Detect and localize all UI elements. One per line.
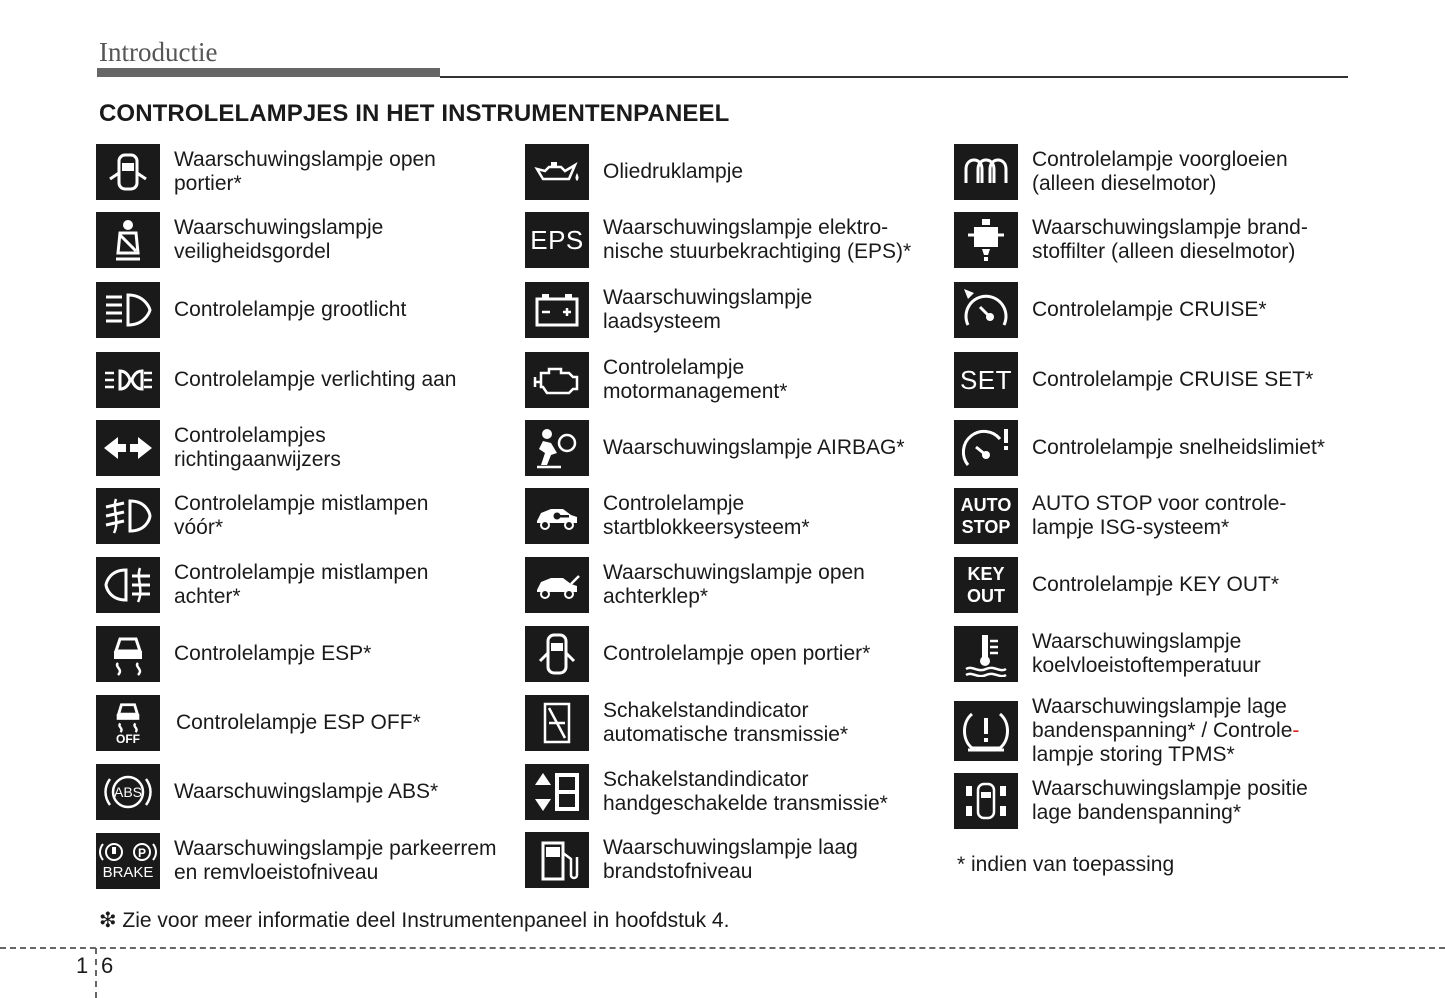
label-hyphen: - xyxy=(1292,719,1300,742)
item-esp-off xyxy=(96,695,421,751)
fuel-icon xyxy=(525,832,589,888)
item-auto-stop xyxy=(954,488,1286,544)
label-line1: Waarschuwingslampje AIRBAG* xyxy=(603,436,905,459)
label-line1: Waarschuwingslampje xyxy=(1032,630,1242,653)
lights-on-icon xyxy=(96,352,160,408)
label-line1: Controlelampje grootlicht xyxy=(174,298,407,321)
item-door-open-2 xyxy=(525,626,870,682)
footer-divider xyxy=(95,948,97,998)
label-line1: Schakelstandindicator xyxy=(603,699,809,722)
item-coolant-temp xyxy=(954,626,1261,682)
auto-stop-icon xyxy=(954,488,1018,544)
label-line1: Waarschuwingslampje laag xyxy=(603,836,858,859)
item-tpms xyxy=(954,695,1299,767)
item-rear-fog xyxy=(96,557,428,613)
label-line1: Waarschuwingslampje lage xyxy=(1032,695,1287,718)
item-glow-plug xyxy=(954,144,1288,200)
label-line1: Waarschuwingslampje brand- xyxy=(1032,216,1308,239)
icon-text: KEY xyxy=(967,564,1005,584)
label-line1: Controlelampje mistlampen xyxy=(174,492,429,515)
item-battery xyxy=(525,282,812,338)
door-open-2-icon xyxy=(525,626,589,682)
icon-text: AUTO xyxy=(960,495,1012,515)
seatbelt-icon xyxy=(96,212,160,268)
label-line1: Waarschuwingslampje xyxy=(603,286,813,309)
label-line1: Controlelampje snelheidslimiet* xyxy=(1032,436,1325,459)
label-line1: Controlelampje ESP OFF* xyxy=(176,711,421,734)
label-line1: Oliedruklampje xyxy=(603,160,744,183)
icon-text: OFF xyxy=(116,732,140,746)
key-out-icon xyxy=(954,557,1018,613)
label-line1: Controlelampje KEY OUT* xyxy=(1032,573,1280,596)
label-line1: Waarschuwingslampje xyxy=(174,216,384,239)
label-line2: en remvloeistofniveau xyxy=(174,861,379,884)
label-line2: achterklep* xyxy=(603,585,709,608)
label-line1: Controlelampje voorgloeien xyxy=(1032,148,1288,171)
label-line2: portier* xyxy=(174,172,242,195)
item-seatbelt xyxy=(96,212,383,268)
applicability-note: * indien van toepassing xyxy=(957,853,1175,876)
label-line2: koelvloeistoftemperatuur xyxy=(1032,654,1261,677)
item-fuel xyxy=(525,832,858,888)
label-line2: lage bandenspanning* xyxy=(1032,801,1242,824)
item-eps xyxy=(525,212,911,268)
esp-off-icon xyxy=(96,695,160,751)
label-line2: veiligheidsgordel xyxy=(174,240,331,263)
item-key-out xyxy=(954,557,1279,613)
immobilizer-icon xyxy=(525,488,589,544)
page-number: 6 xyxy=(101,953,114,978)
icon-text-2: STOP xyxy=(961,517,1011,537)
icon-text: BRAKE xyxy=(102,864,154,881)
label-line1: Controlelampje verlichting aan xyxy=(174,368,457,391)
label-line1: Waarschuwingslampje elektro- xyxy=(603,216,889,239)
rear-fog-icon xyxy=(96,557,160,613)
label-line2: stoffilter (alleen dieselmotor) xyxy=(1032,240,1296,263)
item-abs xyxy=(96,764,438,820)
item-gear-manual xyxy=(525,764,888,820)
label-line2: bandenspanning* / Controle xyxy=(1032,719,1293,742)
high-beam-icon xyxy=(96,282,160,338)
label-line1: Controlelampje open portier* xyxy=(603,642,871,665)
item-high-beam xyxy=(96,282,406,338)
label-line2: laadsysteem xyxy=(603,310,721,333)
label-line2: richtingaanwijzers xyxy=(174,448,341,471)
front-fog-icon xyxy=(96,488,160,544)
cruise-set-icon xyxy=(954,352,1018,408)
label-line1: AUTO STOP voor controle- xyxy=(1032,492,1287,515)
airbag-icon xyxy=(525,420,589,476)
eps-icon xyxy=(525,212,589,268)
item-tpms-position xyxy=(954,773,1308,829)
item-turn-signal xyxy=(96,420,341,476)
item-lights-on xyxy=(96,352,457,408)
label-line3: lampje storing TPMS* xyxy=(1032,743,1235,766)
page-chapter: 1 xyxy=(76,953,89,978)
label-line2: vóór* xyxy=(174,516,224,539)
icon-text-2: OUT xyxy=(967,586,1005,606)
trunk-open-icon xyxy=(525,557,589,613)
label-line2: nische stuurbekrachtiging (EPS)* xyxy=(603,240,912,263)
label-line1: Waarschuwingslampje positie xyxy=(1032,777,1308,800)
battery-icon xyxy=(525,282,589,338)
item-brake xyxy=(96,833,497,889)
door-open-icon xyxy=(96,144,160,200)
header-bar xyxy=(97,68,440,77)
item-immobilizer xyxy=(525,488,810,544)
label-line2: (alleen dieselmotor) xyxy=(1032,172,1217,195)
gear-auto-icon xyxy=(525,695,589,751)
label-line2: automatische transmissie* xyxy=(603,723,849,746)
tpms-position-icon xyxy=(954,773,1018,829)
svg-text:P: P xyxy=(138,846,147,860)
label-line1: Controlelampje CRUISE SET* xyxy=(1032,368,1314,391)
item-esp xyxy=(96,626,371,682)
label-line1: Controlelampjes xyxy=(174,424,326,447)
header-title: Introductie xyxy=(99,37,218,67)
label-line1: Schakelstandindicator xyxy=(603,768,809,791)
label-line1: Controlelampje mistlampen xyxy=(174,561,429,584)
header-rule xyxy=(440,76,1348,78)
icon-text: EPS xyxy=(530,224,584,255)
footnote: ❇ Zie voor meer informatie deel Instrumentenpaneel in hoofdstuk 4. xyxy=(99,909,730,932)
label-line1: Controlelampje CRUISE* xyxy=(1032,298,1267,321)
section-title: CONTROLELAMPJES IN HET INSTRUMENTENPANEEL xyxy=(99,100,730,127)
label-line1: Controlelampje ESP* xyxy=(174,642,372,665)
item-speed-limit xyxy=(954,420,1325,476)
label-line2: lampje ISG-systeem* xyxy=(1032,516,1230,539)
speed-limit-icon xyxy=(954,420,1018,476)
brake-icon xyxy=(96,833,160,889)
item-front-fog xyxy=(96,488,428,544)
item-trunk-open xyxy=(525,557,865,613)
item-door-open xyxy=(96,144,436,200)
icon-text: ABS xyxy=(113,784,142,800)
abs-icon xyxy=(96,764,160,820)
item-cruise xyxy=(954,282,1267,338)
footer-rule xyxy=(0,947,1445,949)
item-fuel-filter xyxy=(954,212,1308,268)
item-oil-pressure xyxy=(525,144,743,200)
cruise-icon xyxy=(954,282,1018,338)
coolant-temp-icon xyxy=(954,626,1018,682)
label-line2: brandstofniveau xyxy=(603,860,753,883)
label-line2: achter* xyxy=(174,585,241,608)
label-line1: Controlelampje xyxy=(603,356,745,379)
label-line1: Waarschuwingslampje ABS* xyxy=(174,780,439,803)
label-line2: motormanagement* xyxy=(603,380,788,403)
tpms-icon xyxy=(954,701,1018,761)
label-line1: Waarschuwingslampje parkeerrem xyxy=(174,837,497,860)
icon-text: SET xyxy=(959,364,1013,395)
label-line1: Controlelampje xyxy=(603,492,745,515)
label-line1: Waarschuwingslampje open xyxy=(603,561,865,584)
label-line2: startblokkeersysteem* xyxy=(603,516,810,539)
item-gear-auto xyxy=(525,695,848,751)
gear-manual-icon xyxy=(525,764,589,820)
turn-signal-icon xyxy=(96,420,160,476)
engine-icon xyxy=(525,352,589,408)
fuel-filter-icon xyxy=(954,212,1018,268)
item-engine xyxy=(525,352,787,408)
glow-plug-icon xyxy=(954,144,1018,200)
item-cruise-set xyxy=(954,352,1313,408)
label-line2: handgeschakelde transmissie* xyxy=(603,792,888,815)
item-airbag xyxy=(525,420,905,476)
esp-icon xyxy=(96,626,160,682)
oil-pressure-icon xyxy=(525,144,589,200)
label-line1: Waarschuwingslampje open xyxy=(174,148,436,171)
